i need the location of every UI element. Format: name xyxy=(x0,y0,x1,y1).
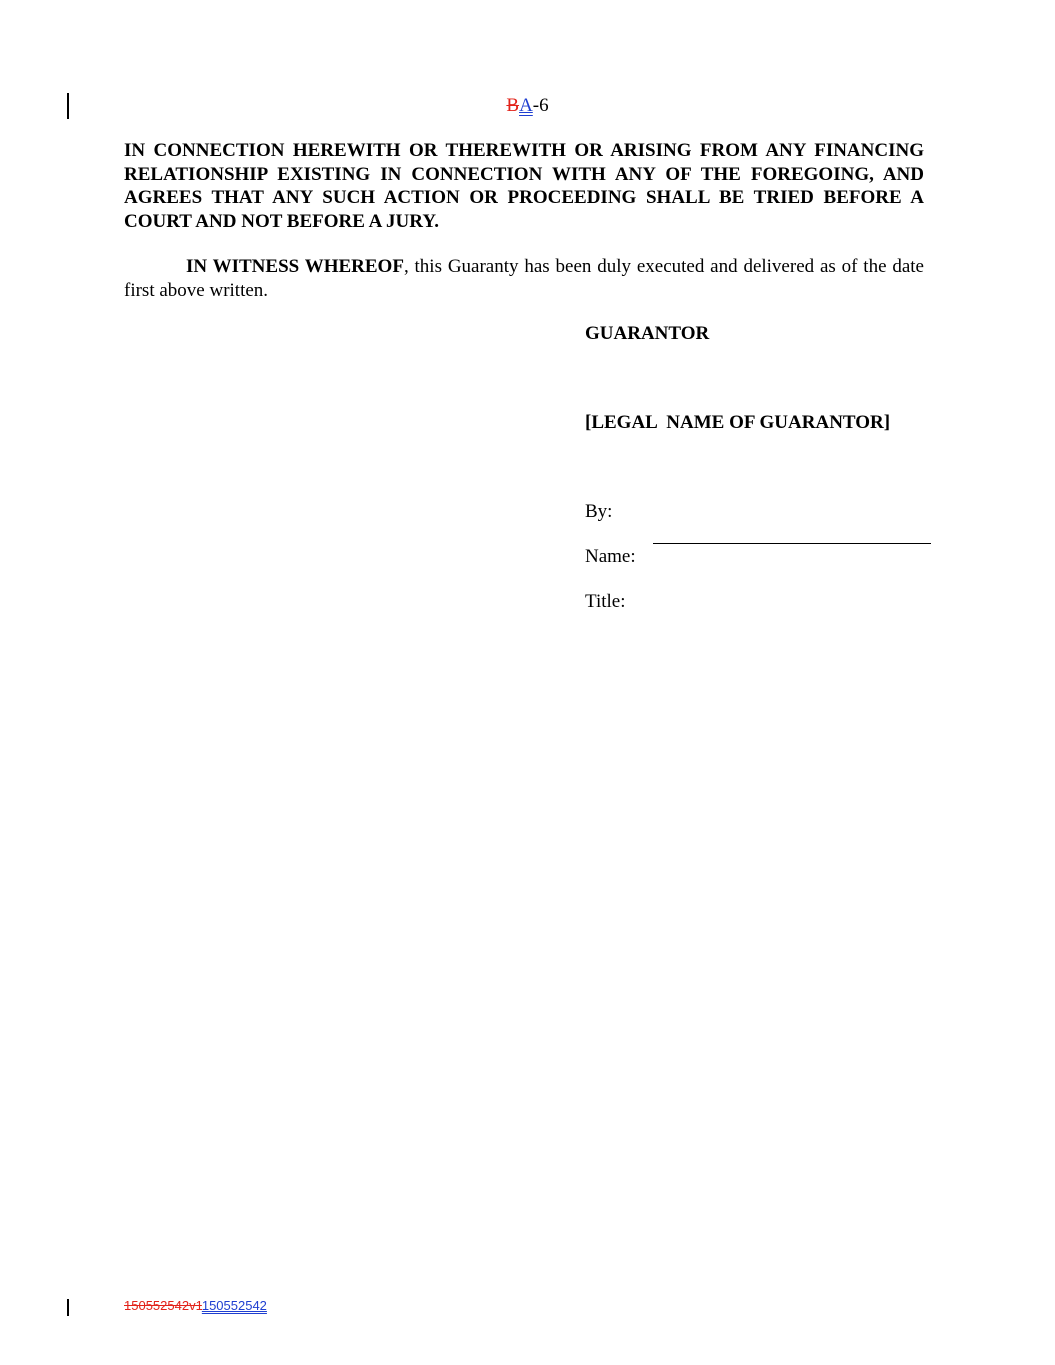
by-label: By: xyxy=(585,501,613,522)
title-label: Title: xyxy=(585,591,626,612)
page-number xyxy=(0,95,1055,117)
doc-id-inserted: 150552542 xyxy=(201,1298,267,1313)
jury-waiver-paragraph: IN CONNECTION HEREWITH OR THEREWITH OR ARISING FROM ANY FINANCING RELATIONSHIP EXISTING IN CONNECTION WITH ANY OF THE FOREGOING, AND AGREES THAT ANY SUCH ACTION OR PROCEEDING SHALL BE TRIED BEFORE A COURT AND NOT BEFORE A JURY. xyxy=(124,140,924,233)
page-number-deleted: B xyxy=(506,95,520,116)
footer-document-id xyxy=(124,1298,267,1314)
witness-rest: , this Guaranty has been duly executed and delivered as of the date first above written. xyxy=(124,256,924,301)
legal-name-placeholder: [LEGAL NAME OF GUARANTOR] xyxy=(585,412,891,433)
signature-line xyxy=(653,543,931,544)
page-number-suffix: -6 xyxy=(532,95,549,116)
page-number-inserted: A xyxy=(519,95,533,116)
name-label: Name: xyxy=(585,546,636,567)
guarantor-label: GUARANTOR xyxy=(585,323,710,344)
doc-id-deleted: 150552542v1 xyxy=(124,1298,202,1313)
change-bar-footer xyxy=(67,1299,69,1316)
witness-lead: IN WITNESS WHEREOF xyxy=(186,256,404,277)
witness-paragraph xyxy=(124,255,924,303)
